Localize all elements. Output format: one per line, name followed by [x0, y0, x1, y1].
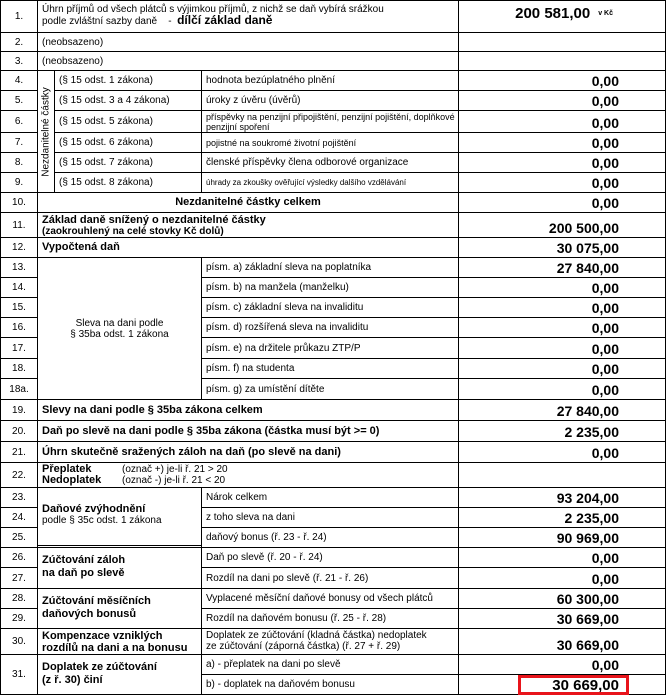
row-number: 15. [0, 297, 38, 318]
row-label-line: Základ daně snížený o nezdanitelné částky [42, 214, 266, 226]
row-value: 0,00 [458, 132, 666, 153]
row-value: 0,00 [458, 441, 666, 463]
row-desc: hodnota bezúplatného plnění [201, 70, 459, 91]
row-label: (neobsazeno) [37, 51, 459, 71]
row-label [37, 0, 459, 33]
row-value: 90 969,00 [458, 527, 666, 548]
row-label [37, 212, 459, 238]
row-desc: Rozdíl na daňovém bonusu (ř. 25 - ř. 28) [201, 608, 459, 629]
row-value: 2 235,00 [458, 420, 666, 442]
row-value: 0,00 [458, 358, 666, 379]
row-number: 19. [0, 399, 38, 421]
row-value: 0,00 [458, 654, 666, 675]
row-value: 0,00 [458, 70, 666, 91]
highlight-box [518, 675, 629, 695]
row-desc: Daň po slevě (ř. 20 - ř. 24) [201, 547, 459, 568]
row-number: 30. [0, 628, 38, 655]
row-desc: a) - přeplatek na dani po slevě [201, 654, 459, 675]
row-number: 8. [0, 152, 38, 173]
value-text: 200 581,00 [515, 5, 591, 22]
row-label-line: Úhrn příjmů od všech plátců s výjimkou příjmů, z nichž se daň vybírá srážkou [42, 4, 384, 15]
row-number: 9. [0, 172, 38, 193]
label-nedopl: Nedoplatek [42, 474, 102, 486]
row-value: 27 840,00 [458, 257, 666, 278]
group-label-line: Doplatek ze zúčtování [42, 661, 157, 673]
row-desc: písm. g) za umístění dítěte [201, 378, 459, 400]
row-number: 22. [0, 462, 38, 488]
row-value: 60 300,00 [458, 588, 666, 609]
row-paragraph: (§ 15 odst. 7 zákona) [54, 152, 202, 173]
row-number: 17. [0, 337, 38, 359]
row-value: 0,00 [458, 90, 666, 111]
row-label-line [42, 475, 454, 486]
group-label-line: Daňové zvýhodnění [42, 503, 146, 515]
row-number: 7. [0, 132, 38, 153]
row-desc: písm. b) na manžela (manželku) [201, 277, 459, 298]
row-number: 4. [0, 70, 38, 91]
row-label-line [42, 464, 454, 475]
group-zuctovani-zaloh [37, 547, 202, 589]
row-desc: Nárok celkem [201, 487, 459, 508]
row-desc: daňový bonus (ř. 23 - ř. 24) [201, 527, 459, 548]
row-number: 31. [0, 654, 38, 695]
row-value [458, 0, 666, 33]
row-number: 26. [0, 547, 38, 568]
row-value: 0,00 [458, 317, 666, 338]
group-label-line: Zúčtování záloh [42, 554, 126, 566]
row-paragraph: (§ 15 odst. 6 zákona) [54, 132, 202, 153]
row-number: 6. [0, 110, 38, 133]
row-desc: písm. d) rozšířená sleva na invaliditu [201, 317, 459, 338]
row-number: 16. [0, 317, 38, 338]
row-number: 27. [0, 567, 38, 589]
row-label: Vypočtená daň [37, 237, 459, 258]
unit-label: v Kč [598, 10, 613, 17]
row-paragraph: (§ 15 odst. 1 zákona) [54, 70, 202, 91]
row-value: 0,00 [458, 337, 666, 359]
row-value: 0,00 [458, 152, 666, 173]
group-kompenzace [37, 628, 202, 655]
group-sleva [37, 257, 202, 400]
row-value: 30 669,00 [458, 674, 666, 695]
group-label-line: daňových bonusů [42, 608, 137, 620]
row-value [458, 32, 666, 52]
group-label: Nezdanitelné částky [40, 86, 52, 177]
row-desc: b) - doplatek na daňovém bonusu [201, 674, 459, 695]
row-paragraph: (§ 15 odst. 3 a 4 zákona) [54, 90, 202, 111]
group-label-line: podle § 35c odst. 1 zákona [42, 515, 162, 526]
group-zvyhodneni [37, 487, 202, 546]
row-label: Daň po slevě na dani podle § 35ba zákona (částka musí být >= 0) [37, 420, 459, 442]
row-number: 28. [0, 588, 38, 609]
row-number: 12. [0, 237, 38, 258]
row-value: 0,00 [458, 547, 666, 568]
row-number: 21. [0, 441, 38, 463]
row-desc [201, 628, 459, 655]
row-label-bold: dílčí základ daně [177, 13, 273, 27]
row-number: 14. [0, 277, 38, 298]
row-number: 10. [0, 192, 38, 213]
row-number: 3. [0, 51, 38, 71]
row-paragraph: (§ 15 odst. 8 zákona) [54, 172, 202, 193]
group-doplatek [37, 654, 202, 695]
row-label-line: podle zvláštní sazby daně - dílčí základ daně [42, 13, 273, 27]
row-value: 27 840,00 [458, 399, 666, 421]
group-label-line: Sleva na dani podle [75, 317, 164, 329]
row-number: 24. [0, 507, 38, 528]
row-value: 30 669,00 [458, 608, 666, 629]
label-cond: (označ +) je-li ř. 21 > 20 [122, 464, 228, 475]
row-paragraph: (§ 15 odst. 5 zákona) [54, 110, 202, 133]
row-desc: úhrady za zkoušky ověřující výsledky dalšího vzdělávání [201, 172, 459, 193]
row-number: 5. [0, 90, 38, 111]
label-prepl: Přeplatek [42, 463, 92, 475]
row-desc: příspěvky na penzijní připojištění, penzijní pojištění, doplňkové penzijní spoření [201, 110, 459, 133]
row-value [458, 462, 666, 488]
row-value: 93 204,00 [458, 487, 666, 508]
row-desc: pojistné na soukromé životní pojištění [201, 132, 459, 153]
row-number: 20. [0, 420, 38, 442]
row-desc-line: ze zúčtování (záporná částka) (ř. 27 + ř. 29) [206, 641, 401, 652]
row-desc: z toho sleva na dani [201, 507, 459, 528]
row-value: 0,00 [458, 567, 666, 589]
group-label-line: Kompenzace vzniklých [42, 630, 163, 642]
row-number: 25. [0, 527, 38, 548]
row-number: 1. [0, 0, 38, 33]
row-desc: písm. e) na držitele průkazu ZTP/P [201, 337, 459, 359]
row-desc: členské příspěvky člena odborové organizace [201, 152, 459, 173]
row-value: 0,00 [458, 172, 666, 193]
row-value: 30 669,00 [458, 628, 666, 655]
row-label: (neobsazeno) [37, 32, 459, 52]
row-value: 200 500,00 [458, 212, 666, 238]
row-number: 29. [0, 608, 38, 629]
group-label-line: Zúčtování měsíčních [42, 595, 151, 607]
row-number: 2. [0, 32, 38, 52]
row-label: Úhrn skutečně sražených záloh na daň (po slevě na dani) [37, 441, 459, 463]
group-label-line: rozdílů na dani a na bonusu [42, 642, 188, 654]
row-number: 13. [0, 257, 38, 278]
row-number: 11. [0, 212, 38, 238]
row-value: 0,00 [458, 192, 666, 213]
row-label [37, 462, 459, 488]
row-desc: písm. a) základní sleva na poplatníka [201, 257, 459, 278]
label-cond: (označ -) je-li ř. 21 < 20 [122, 475, 226, 486]
row-desc: úroky z úvěru (úvěrů) [201, 90, 459, 111]
row-desc: Rozdíl na dani po slevě (ř. 21 - ř. 26) [201, 567, 459, 589]
row-number: 23. [0, 487, 38, 508]
row-label: Slevy na dani podle § 35ba zákona celkem [37, 399, 459, 421]
row-value: 2 235,00 [458, 507, 666, 528]
row-value: 0,00 [458, 297, 666, 318]
row-value: 0,00 [458, 378, 666, 400]
row-desc: písm. c) základní sleva na invaliditu [201, 297, 459, 318]
group-label-line: § 35ba odst. 1 zákona [70, 328, 169, 340]
group-nezdanitelne [37, 70, 55, 193]
row-number: 18. [0, 358, 38, 379]
row-desc: Vyplacené měsíční daňové bonusy od všech plátců [201, 588, 459, 609]
row-label: Nezdanitelné částky celkem [37, 192, 459, 213]
group-label-line: na daň po slevě [42, 567, 125, 579]
group-zuctovani-mesicnich [37, 588, 202, 629]
row-desc: písm. f) na studenta [201, 358, 459, 379]
row-label-line: (zaokrouhlený na celé stovky Kč dolů) [42, 226, 224, 237]
row-number: 18a. [0, 378, 38, 400]
row-value: 0,00 [458, 110, 666, 133]
group-label-line: (z ř. 30) činí [42, 674, 103, 686]
row-value: 30 075,00 [458, 237, 666, 258]
row-desc-line: Doplatek ze zúčtování (kladná částka) nedoplatek [206, 630, 427, 641]
row-value: 0,00 [458, 277, 666, 298]
row-value [458, 51, 666, 71]
